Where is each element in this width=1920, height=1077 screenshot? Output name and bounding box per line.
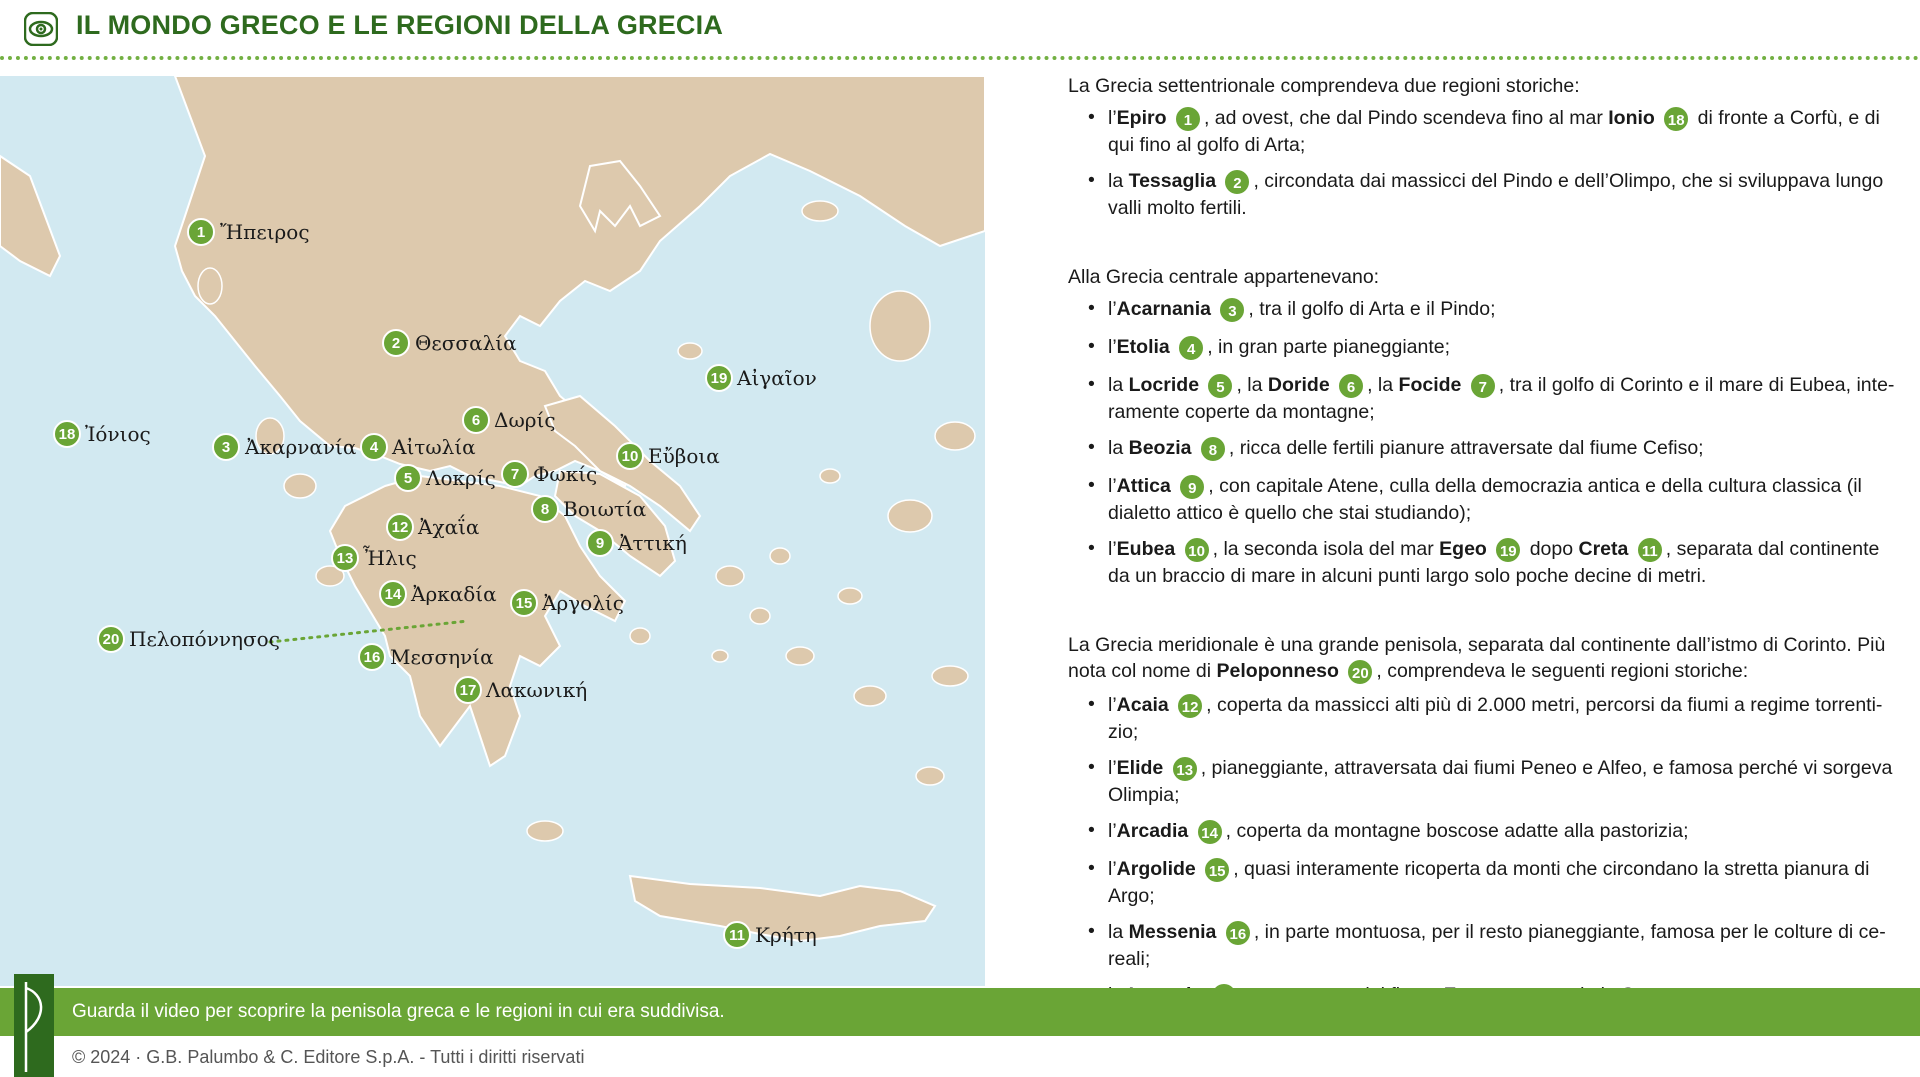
- region-number-badge[interactable]: 15: [1203, 856, 1231, 884]
- map-label-6[interactable]: [463, 407, 556, 433]
- svg-text:Βοιωτία: Βοιωτία: [563, 497, 647, 521]
- region-number-badge[interactable]: 13: [1171, 755, 1199, 783]
- list-item: • la Messenia 16 , in parte montuosa, per il resto pianeggiante, famosa per le colture di ce-reali;: [1068, 919, 1900, 972]
- map-label-19[interactable]: [706, 365, 817, 391]
- list-item: • la Beozia 8 , ricca delle fertili pianure attraversate dal fiume Cefiso;: [1068, 435, 1900, 463]
- svg-text:Ἤπειρος: Ἤπειρος: [220, 220, 310, 244]
- svg-text:Αἰγαῖον: Αἰγαῖον: [737, 366, 817, 390]
- svg-text:10: 10: [621, 448, 639, 465]
- svg-text:Ἀργολίς: Ἀργολίς: [542, 591, 624, 615]
- svg-text:Ἀχαΐα: Ἀχαΐα: [418, 515, 480, 539]
- map-label-3[interactable]: [213, 434, 356, 460]
- section-north: [1068, 74, 1900, 221]
- svg-text:6: 6: [471, 412, 481, 429]
- region-number-badge[interactable]: 1: [1174, 105, 1202, 133]
- svg-text:5: 5: [403, 470, 413, 487]
- svg-text:Λακωνική: Λακωνική: [486, 678, 588, 702]
- list-item: • l’Attica 9 , con capitale Atene, culla della democrazia antica e della cultura classica (il dialetto attico è quello che stai studiando);: [1068, 473, 1900, 526]
- svg-text:16: 16: [363, 649, 381, 666]
- list-item: • la Locride 5 , la Doride 6 , la Focide 7 , tra il golfo di Corinto e il mare di Eubea, inte-ramente coperte da montagne;: [1068, 372, 1900, 425]
- map-label-12[interactable]: [387, 513, 479, 540]
- greece-map: [0, 76, 985, 986]
- svg-text:14: 14: [384, 586, 402, 603]
- list-item: • la Tessaglia 2 , circondata dai massicci del Pindo e dell’Olimpo, che si sviluppava lungo valli molto fertili.: [1068, 168, 1900, 221]
- svg-text:18: 18: [58, 426, 76, 443]
- svg-text:1: 1: [196, 224, 206, 241]
- region-number-badge[interactable]: 5: [1206, 372, 1234, 400]
- dotted-divider: [0, 56, 1920, 60]
- header: [0, 0, 1920, 56]
- svg-text:19: 19: [710, 370, 728, 387]
- map-label-18[interactable]: [54, 421, 151, 447]
- video-link-text[interactable]: Guarda il video per scoprire la penisola greca e le regioni in cui era suddivisa.: [72, 1001, 725, 1022]
- svg-text:Λοκρίς: Λοκρίς: [426, 466, 496, 490]
- video-banner[interactable]: [0, 988, 1920, 1036]
- list-item: • l’Eubea 10 , la seconda isola del mar Egeo 19 dopo Creta 11 , separata dal continente da un braccio di mare in alcuni punti largo solo poche decine di metri.: [1068, 536, 1900, 589]
- list-item: • l’Acaia 12 , coperta da massicci alti più di 2.000 metri, percorsi da fiumi a regime torrenti-zio;: [1068, 692, 1900, 745]
- map-label-5[interactable]: [395, 465, 496, 491]
- svg-text:2: 2: [391, 335, 401, 352]
- svg-text:11: 11: [729, 927, 745, 944]
- svg-text:Ἦλις: Ἦλις: [363, 546, 417, 570]
- description-panel: [1068, 74, 1900, 1020]
- map-label-7[interactable]: [502, 461, 597, 487]
- region-number-badge[interactable]: 19: [1494, 536, 1522, 564]
- map-label-1[interactable]: [188, 219, 310, 245]
- page-title: IL MONDO GRECO E LE REGIONI DELLA GRECIA: [76, 10, 724, 40]
- region-number-badge[interactable]: 11: [1636, 536, 1664, 564]
- svg-text:4: 4: [369, 439, 379, 456]
- map-label-4[interactable]: [361, 434, 476, 460]
- map-label-11[interactable]: [724, 922, 817, 948]
- svg-text:9: 9: [595, 535, 605, 552]
- palumbo-p-icon: [14, 974, 54, 1077]
- region-number-badge[interactable]: 16: [1224, 919, 1252, 947]
- svg-text:15: 15: [515, 595, 533, 612]
- svg-text:Δωρίς: Δωρίς: [494, 408, 556, 432]
- svg-text:Φωκίς: Φωκίς: [533, 462, 598, 486]
- svg-text:Ἰόνιος: Ἰόνιος: [85, 422, 151, 446]
- svg-text:20: 20: [102, 631, 120, 648]
- map-label-8[interactable]: [532, 496, 646, 522]
- svg-text:8: 8: [540, 501, 550, 518]
- list-item: • l’Arcadia 14 , coperta da montagne boscose adatte alla pastorizia;: [1068, 818, 1900, 846]
- region-number-badge[interactable]: 9: [1178, 473, 1206, 501]
- region-number-badge[interactable]: 14: [1196, 818, 1224, 846]
- region-number-badge[interactable]: 2: [1223, 168, 1251, 196]
- map-label-16[interactable]: [359, 644, 494, 670]
- intro-central: Alla Grecia centrale appartenevano:: [1068, 266, 1380, 288]
- section-south: [1068, 633, 1900, 1010]
- svg-text:Ἀττική: Ἀττική: [618, 531, 687, 555]
- svg-text:Θεσσαλία: Θεσσαλία: [415, 331, 517, 355]
- list-item: • l’Epiro 1 , ad ovest, che dal Pindo scendeva fino al mar Ionio 18 di fronte a Corfù, e di qui fino al golfo di Arta;: [1068, 105, 1900, 158]
- region-number-badge[interactable]: 12: [1176, 692, 1204, 720]
- svg-text:Πελοπόννησος: Πελοπόννησος: [129, 627, 280, 651]
- eye-icon[interactable]: [24, 12, 58, 46]
- region-number-badge[interactable]: 4: [1177, 334, 1205, 362]
- map-label-10[interactable]: [617, 443, 720, 469]
- map-label-15[interactable]: [511, 590, 624, 616]
- section-central: [1068, 265, 1900, 589]
- region-number-badge[interactable]: 3: [1218, 296, 1246, 324]
- region-number-badge[interactable]: 20: [1346, 658, 1374, 686]
- svg-text:Ἀρκαδία: Ἀρκαδία: [411, 582, 497, 606]
- intro-north: La Grecia settentrionale comprendeva due regioni storiche:: [1068, 75, 1580, 97]
- svg-text:13: 13: [336, 550, 354, 567]
- svg-text:Εὔβοια: Εὔβοια: [648, 444, 720, 468]
- list-item: • l’Etolia 4 , in gran parte pianeggiante;: [1068, 334, 1900, 362]
- svg-text:Κρήτη: Κρήτη: [755, 923, 817, 947]
- svg-text:Αἰτωλία: Αἰτωλία: [392, 435, 476, 459]
- region-number-badge[interactable]: 10: [1183, 536, 1211, 564]
- map-label-2[interactable]: [383, 330, 517, 356]
- region-number-badge[interactable]: 8: [1199, 435, 1227, 463]
- copyright-text: © 2024 · G.B. Palumbo & C. Editore S.p.A. - Tutti i diritti riservati: [72, 1047, 585, 1067]
- list-item: • l’Argolide 15 , quasi interamente ricoperta da monti che circondano la stretta pianura di Argo;: [1068, 856, 1900, 909]
- region-number-badge[interactable]: 18: [1662, 105, 1690, 133]
- svg-text:17: 17: [459, 682, 477, 699]
- svg-text:Ἀκαρνανία: Ἀκαρνανία: [245, 435, 357, 459]
- svg-text:3: 3: [221, 439, 231, 456]
- footer: [0, 1036, 1920, 1077]
- map-label-17[interactable]: [455, 677, 587, 703]
- map-label-13[interactable]: [332, 544, 417, 571]
- map-label-14[interactable]: [380, 581, 497, 607]
- region-number-badge[interactable]: 7: [1469, 372, 1497, 400]
- svg-text:12: 12: [391, 519, 409, 536]
- svg-text:Μεσσηνία: Μεσσηνία: [390, 645, 494, 669]
- region-number-badge[interactable]: 6: [1337, 372, 1365, 400]
- map-label-9[interactable]: [587, 530, 687, 556]
- publisher-logo: [14, 974, 54, 1077]
- list-item: • l’Acarnania 3 , tra il golfo di Arta e il Pindo;: [1068, 296, 1900, 324]
- list-item: • l’Elide 13 , pianeggiante, attraversata dai fiumi Peneo e Alfeo, e famosa perché vi sorgeva Olimpia;: [1068, 755, 1900, 808]
- svg-text:7: 7: [510, 466, 520, 483]
- intro-south: La Grecia meridionale è una grande penisola, separata dal continente dall’istmo di Corinto. Più nota col nome di Peloponneso 20 , comprendeva le seguenti regioni storiche:: [1068, 633, 1900, 686]
